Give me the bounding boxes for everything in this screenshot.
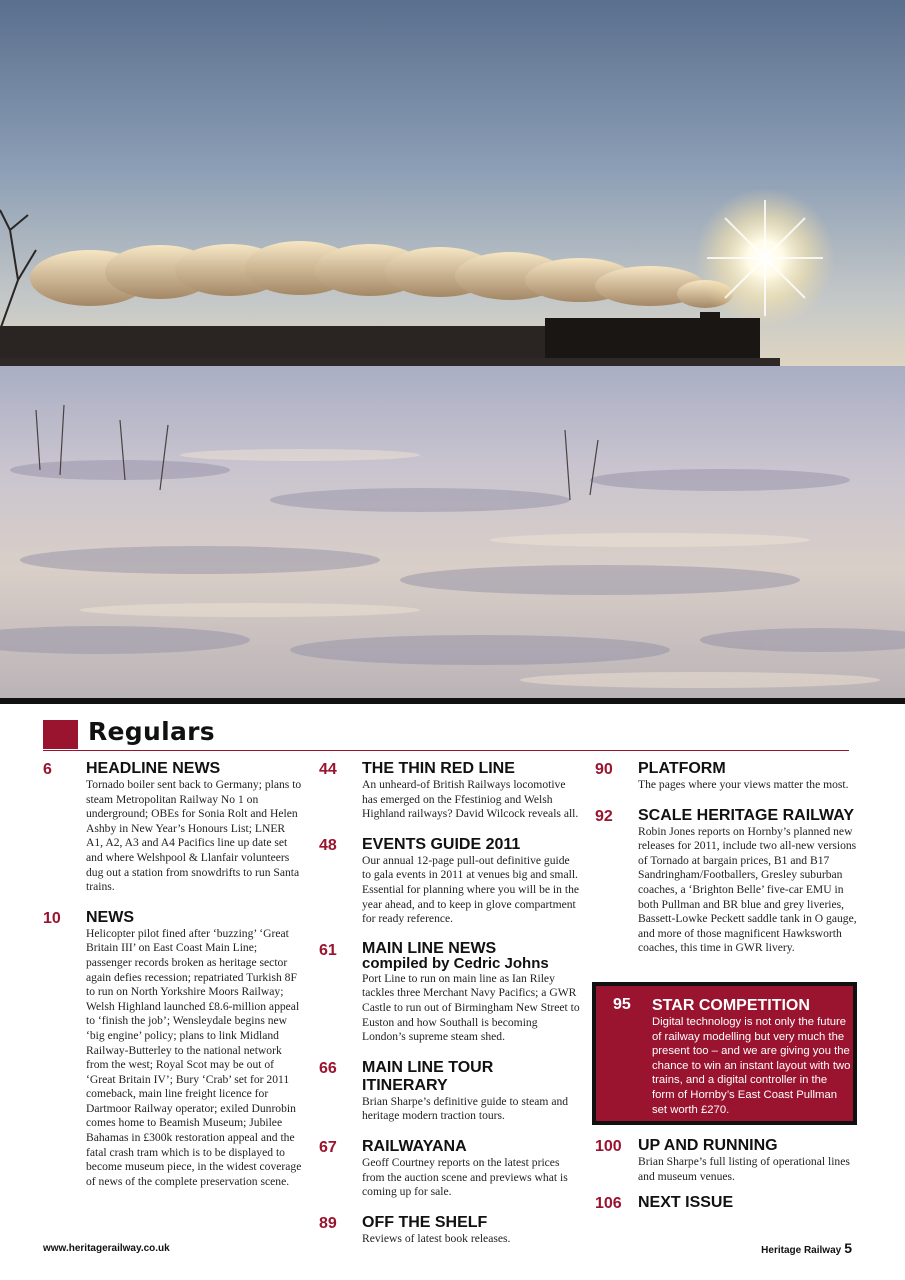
entry-description: Reviews of latest book releases. — [362, 1231, 511, 1245]
page-number: 90 — [595, 761, 613, 778]
footer-folio — [761, 1240, 852, 1256]
entry-title: MAIN LINE NEWS — [362, 939, 497, 957]
contents-column-2 — [319, 760, 581, 1260]
magazine-name: Heritage Railway — [761, 1245, 842, 1256]
entry-subtitle: compiled by Cedric Johns — [362, 954, 549, 972]
contents-entry[interactable] — [319, 1214, 581, 1247]
contents-entry[interactable] — [595, 1194, 857, 1212]
entry-title: MAIN LINE TOUR ITINERARY — [362, 1058, 494, 1094]
entry-description: Our annual 12-page pull-out definitive guide to gala events in 2011 at venues big and small. Essential for planning where you will be in the year ahead, and to keep in glove compartment for ready reference. — [362, 853, 580, 926]
contents-entry[interactable] — [319, 760, 581, 822]
page-number: 48 — [319, 836, 337, 854]
section-color-block — [43, 720, 78, 749]
page-folio: 5 — [844, 1240, 852, 1256]
contents-entry[interactable] — [319, 1138, 581, 1200]
footer-url[interactable]: www.heritagerailway.co.uk — [43, 1243, 170, 1254]
page-number: 95 — [613, 996, 631, 1013]
page-number: 44 — [319, 761, 337, 778]
contents-entry[interactable] — [595, 1137, 857, 1184]
page-number: 61 — [319, 941, 337, 959]
section-header — [43, 718, 849, 751]
page-number: 67 — [319, 1138, 337, 1156]
entry-description: Port Line to run on main line as Ian Riley tackles three Merchant Navy Pacifics; a GWR Castle to run out of Birmingham New Street to Euston and how Southall is becoming London’s supreme steam shed. — [362, 971, 580, 1044]
entry-title: SCALE HERITAGE RAILWAY — [638, 806, 855, 824]
contents-column-3 — [595, 760, 857, 970]
competition-box[interactable] — [592, 982, 857, 1125]
entry-description: Helicopter pilot fined after ‘buzzing’ ‘Great Britain III’ on East Coast Main Line; passenger records broken as heritage sector again defies recession; repatriated Turkish 8F to run on North Yorkshire Moors Railway; Welsh Highland launched £8.6-million appeal to ‘finish the job’; Wensleydale begins new ‘big engine’ policy; plans to link Midland Railway-Butterley to the national network from the west; Royal Scot may be out of ‘Great Britain IV’; Bury ‘Crab’ set for 2011 comeback, main line freight licence for Dartmoor Railway operator; exiled Dunrobin comes home to Beamish Museum; Jubilee Bahamas in £300k restoration appeal and the fatal crash tram which is to be displayed to become museum piece, in the widest coverage of news of the complete preservation scene. — [86, 926, 302, 1188]
entry-title: PLATFORM — [638, 760, 726, 777]
entry-title: UP AND RUNNING — [638, 1137, 778, 1154]
page-number: 106 — [595, 1195, 622, 1213]
section-title: Regulars — [88, 717, 215, 746]
contents-entry[interactable] — [43, 909, 303, 1190]
entry-title: EVENTS GUIDE 2011 — [362, 835, 521, 853]
page-number: 6 — [43, 761, 52, 778]
entry-description: Tornado boiler sent back to Germany; plans to steam Metropolitan Railway No 1 on underground; OBEs for Sonia Rolt and Helen Ashby in New Year’s Honours List; LNER A1, A2, A3 and A4 Pacifics line up date set and where Welshpool & Llanfair volunteers dug out a station from snowdrifts to run Santa trains. — [86, 778, 302, 894]
contents-entry[interactable] — [43, 760, 303, 895]
entry-title: OFF THE SHELF — [362, 1213, 488, 1231]
entry-title: STAR COMPETITION — [652, 997, 810, 1014]
contents-column-3-lower — [595, 1137, 857, 1226]
entry-description: Brian Sharpe’s definitive guide to steam and heritage modern traction tours. — [362, 1094, 569, 1123]
contents-entry[interactable] — [319, 836, 581, 927]
contents-entry[interactable] — [319, 941, 581, 1045]
entry-description: Robin Jones reports on Hornby’s planned new releases for 2011, include two all-new versions of Tornado at bargain prices, B1 and B17 Sandringham/Footballers, Gresley suburban coaches, a ‘Brighton Belle’ five-car EMU in both Pullman and BR blue and grey liveries, Bassett-Lowke Peckett saddle tank in O gauge, and more of those magnificent Hawksworth coaches, this time in GWR livery. — [638, 824, 857, 955]
page-number: 100 — [595, 1138, 622, 1155]
entry-title: THE THIN RED LINE — [362, 760, 515, 777]
entry-title: NEWS — [86, 908, 134, 926]
page-number: 89 — [319, 1214, 337, 1232]
entry-description: The pages where your views matter the most. — [638, 778, 849, 791]
contents-entry[interactable] — [595, 760, 857, 793]
entry-description: An unheard-of British Railways locomotive has emerged on the Ffestiniog and Welsh Highland railways? David Wilcock reveals all. — [362, 778, 579, 821]
entry-title: RAILWAYANA — [362, 1137, 467, 1155]
contents-entry[interactable] — [319, 1059, 581, 1124]
entry-description: Brian Sharpe’s full listing of operational lines and museum venues. — [638, 1155, 850, 1183]
page-number: 10 — [43, 909, 61, 927]
page-number: 92 — [595, 807, 613, 825]
photo-bottom-rule — [0, 698, 905, 704]
entry-title: HEADLINE NEWS — [86, 760, 221, 777]
contents-column-1 — [43, 760, 303, 1203]
page-number: 66 — [319, 1059, 337, 1077]
entry-title: NEXT ISSUE — [638, 1194, 734, 1212]
entry-description: Geoff Courtney reports on the latest prices from the auction scene and previews what is coming up for sale. — [362, 1155, 568, 1199]
entry-description: Digital technology is not only the future of railway modelling but very much the present too – and we are giving you the chance to win an instant layout with two trains, and a digital controller in the form of Hornby’s East Coast Pullman set worth £270. — [652, 1016, 851, 1116]
contents-entry[interactable] — [595, 807, 857, 956]
